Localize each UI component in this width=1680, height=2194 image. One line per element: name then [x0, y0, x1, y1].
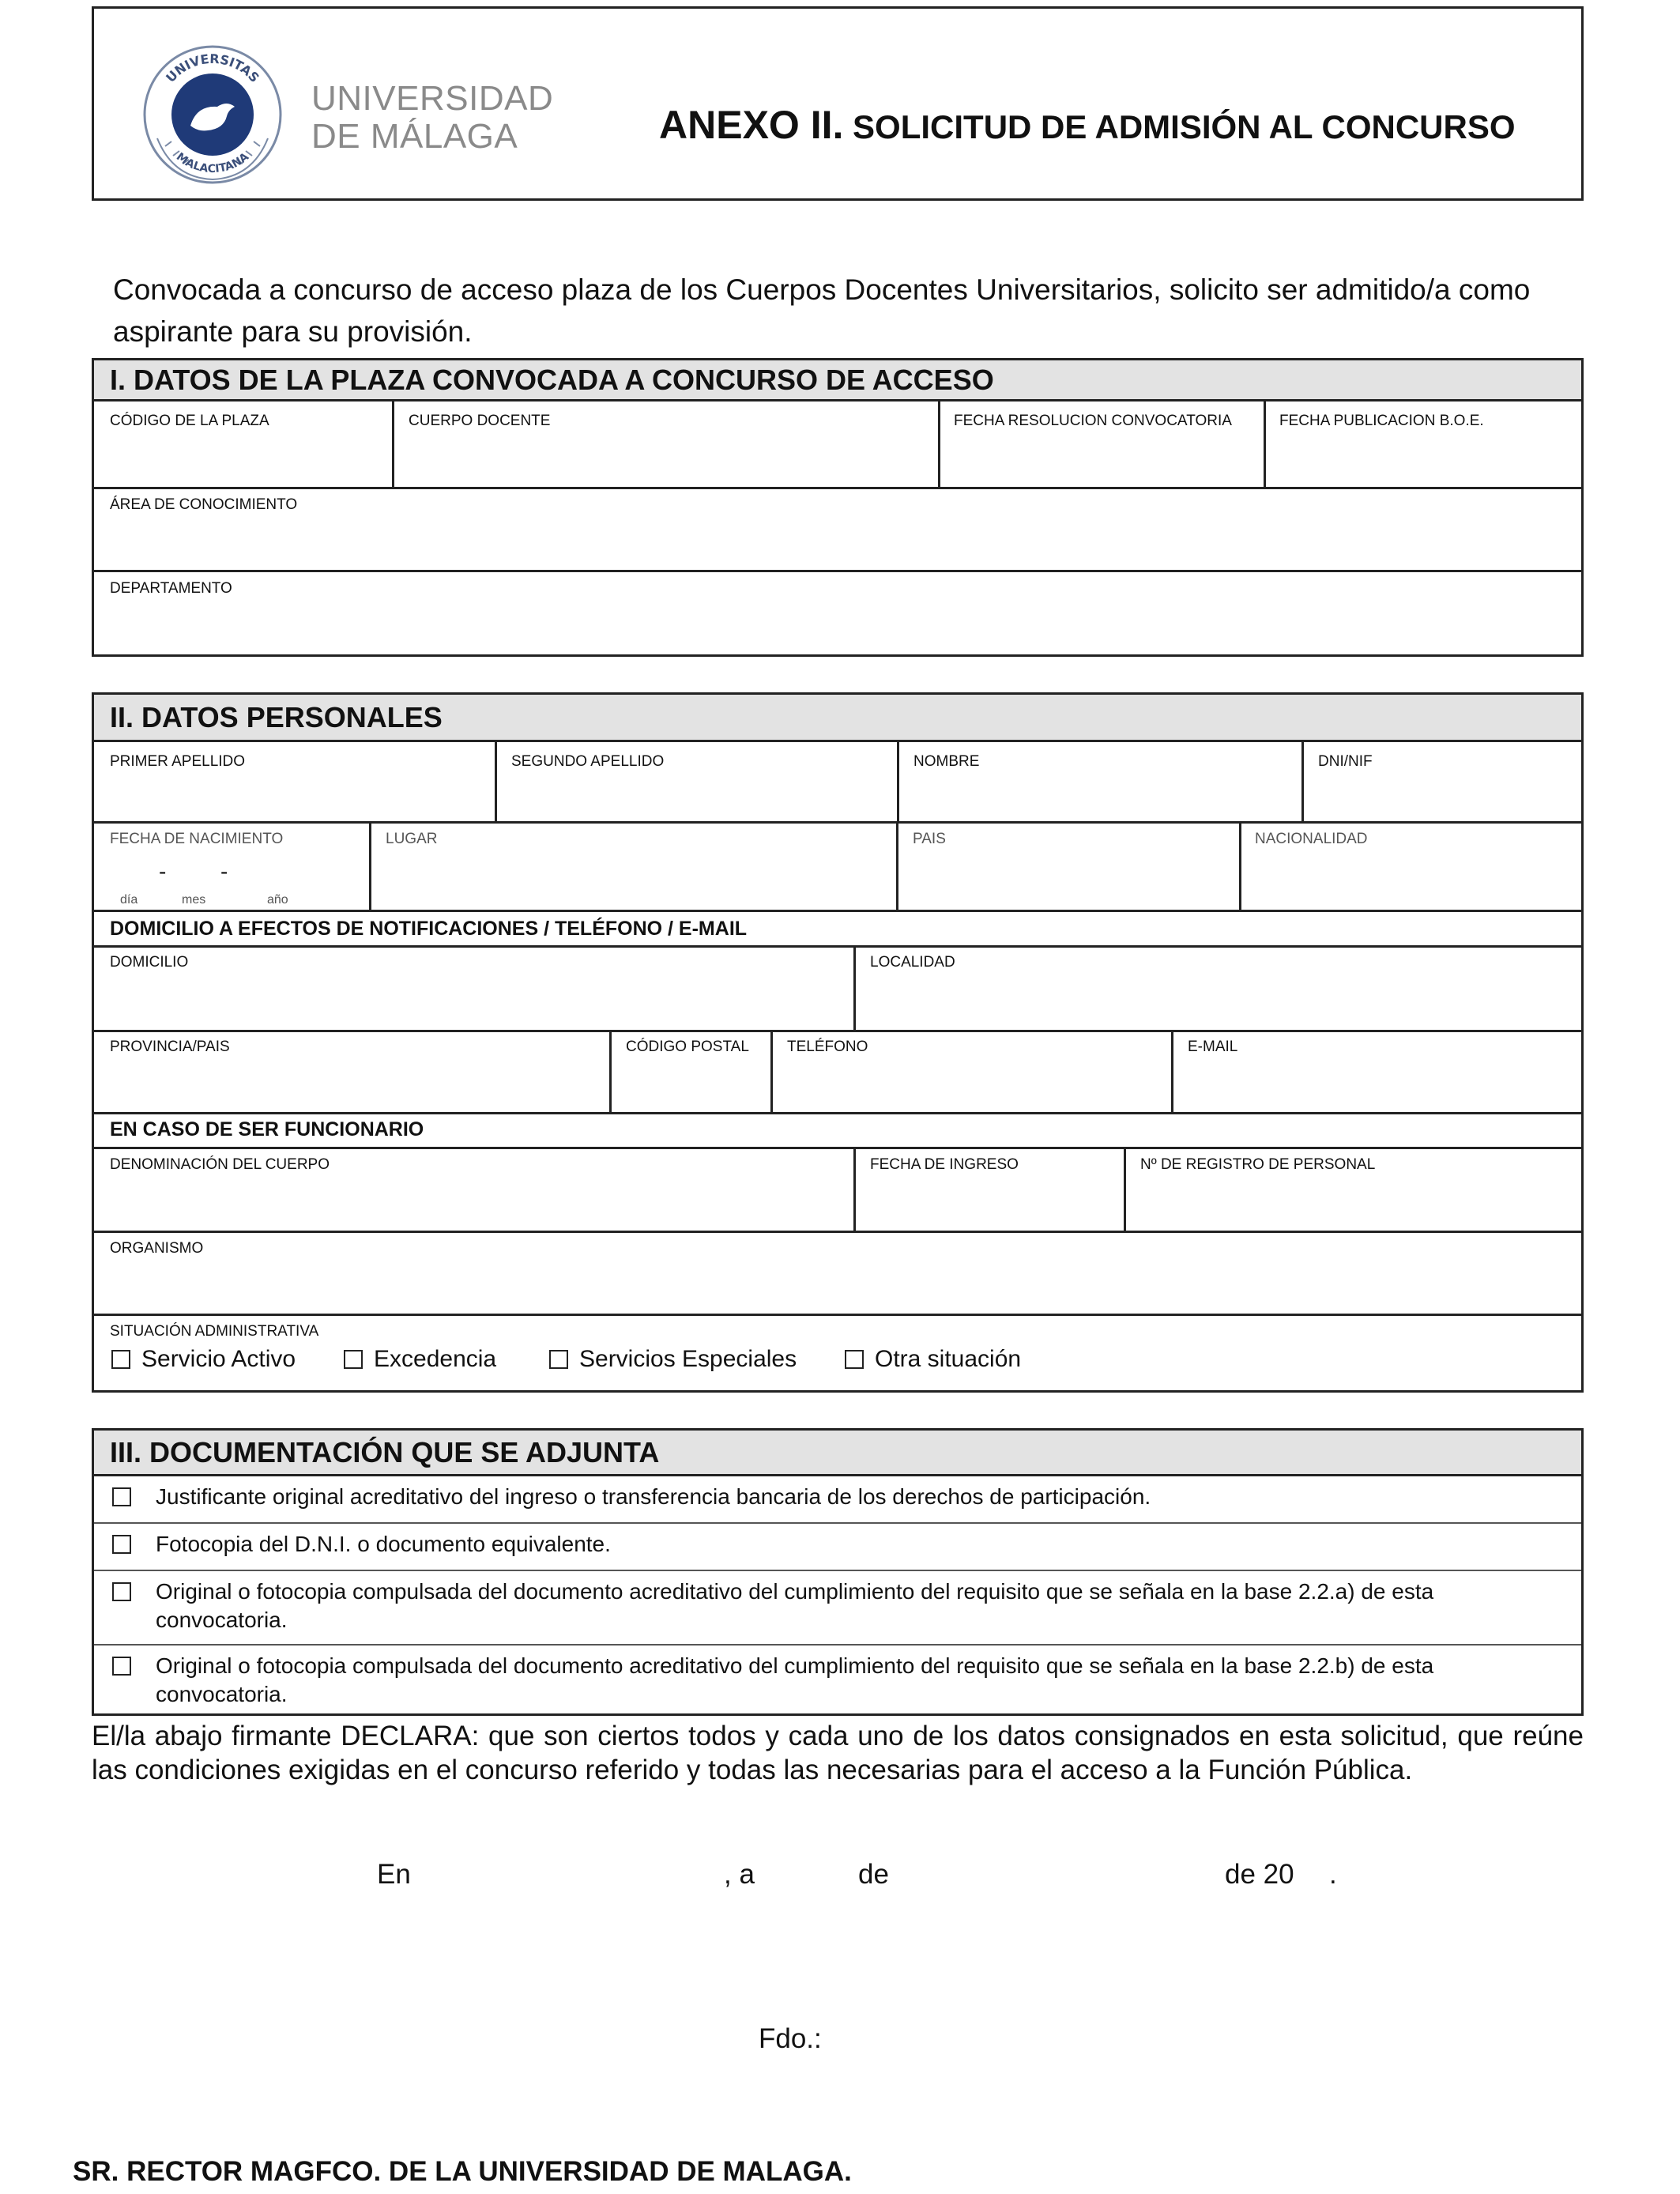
dia-label: día	[120, 893, 138, 907]
doc-item-2-text: Fotocopia del D.N.I. o documento equivalente.	[156, 1532, 611, 1556]
provincia-label: PROVINCIA/PAIS	[110, 1039, 230, 1055]
date-separator-2: -	[220, 859, 228, 884]
date-separator-1: -	[159, 859, 167, 884]
doc-item-1[interactable]	[94, 1476, 1581, 1522]
telefono-label: TELÉFONO	[787, 1039, 868, 1055]
checkbox-servicio-activo[interactable]	[111, 1350, 130, 1369]
funcionario-subheader: EN CASO DE SER FUNCIONARIO	[110, 1118, 424, 1140]
place-de20: de 20	[1225, 1859, 1294, 1890]
domicilio-label: DOMICILIO	[110, 954, 189, 971]
doc-item-3-text: Original o fotocopia compulsada del documento acreditativo del cumplimiento del requisito que se señala en la base 2.2.a) de esta convocatoria.	[156, 1579, 1434, 1632]
nombre-label: NOMBRE	[913, 753, 980, 770]
svg-text:UNIVERSITAS: UNIVERSITAS	[163, 51, 262, 86]
option-servicios-especiales-label: Servicios Especiales	[579, 1346, 797, 1372]
title-rest: SOLICITUD DE ADMISIÓN AL CONCURSO	[853, 108, 1516, 145]
svg-text:MALACITANA: MALACITANA	[174, 150, 251, 176]
university-name	[311, 80, 553, 156]
doc-item-2[interactable]	[94, 1524, 1581, 1570]
email-label: E-MAIL	[1188, 1039, 1238, 1055]
primer-apellido-label: PRIMER APELLIDO	[110, 753, 246, 770]
doc-item-4[interactable]	[94, 1646, 1581, 1717]
intro-text: Convocada a concurso de acceso plaza de los Cuerpos Docentes Universitarios, solicito ser admitido/a como aspirante para su provisión.	[113, 273, 1531, 348]
nacionalidad-label: NACIONALIDAD	[1255, 831, 1368, 847]
university-seal-icon	[141, 43, 284, 186]
checkbox-excedencia[interactable]	[344, 1350, 363, 1369]
section-documentacion-title: III. DOCUMENTACIÓN QUE SE ADJUNTA	[94, 1431, 1581, 1476]
document-header	[92, 6, 1584, 201]
codigo-postal-label: CÓDIGO POSTAL	[626, 1039, 749, 1055]
section-plaza	[92, 358, 1584, 657]
area-conocimiento-label: ÁREA DE CONOCIMIENTO	[110, 496, 298, 513]
localidad-label: LOCALIDAD	[870, 954, 955, 971]
option-servicio-activo[interactable]	[111, 1346, 296, 1373]
segundo-apellido-label: SEGUNDO APELLIDO	[511, 753, 665, 770]
section-documentacion	[92, 1428, 1584, 1716]
option-otra-situacion-label: Otra situación	[875, 1346, 1022, 1372]
title-prefix: ANEXO II.	[659, 103, 844, 147]
document-title	[659, 102, 1516, 148]
checkbox-otra-situacion[interactable]	[845, 1350, 864, 1369]
codigo-plaza-label: CÓDIGO DE LA PLAZA	[110, 413, 269, 429]
option-excedencia-label: Excedencia	[374, 1346, 497, 1372]
dni-label: DNI/NIF	[1318, 753, 1373, 770]
checkbox-servicios-especiales[interactable]	[549, 1350, 568, 1369]
university-name-line2: DE MÁLAGA	[311, 117, 518, 156]
registro-personal-label: Nº DE REGISTRO DE PERSONAL	[1140, 1156, 1376, 1173]
doc-item-4-text: Original o fotocopia compulsada del documento acreditativo del cumplimiento del requisito que se señala en la base 2.2.b) de esta convocatoria.	[156, 1653, 1434, 1706]
denominacion-cuerpo-label: DENOMINACIÓN DEL CUERPO	[110, 1156, 330, 1173]
option-servicio-activo-label: Servicio Activo	[141, 1346, 296, 1372]
section-plaza-title: I. DATOS DE LA PLAZA CONVOCADA A CONCURSO DE ACCESO	[94, 360, 1581, 401]
anio-label: año	[267, 893, 288, 907]
option-excedencia[interactable]	[344, 1346, 496, 1373]
place-en: En	[377, 1859, 411, 1890]
cuerpo-docente-label: CUERPO DOCENTE	[409, 413, 551, 429]
departamento-label: DEPARTAMENTO	[110, 580, 232, 597]
place-de: de	[858, 1859, 889, 1890]
checkbox-doc-4[interactable]	[112, 1657, 131, 1676]
pais-label: PAIS	[913, 831, 946, 847]
addressee: SR. RECTOR MAGFCO. DE LA UNIVERSIDAD DE MALAGA.	[73, 2156, 852, 2187]
domicilio-subheader: DOMICILIO A EFECTOS DE NOTIFICACIONES / TELÉFONO / E-MAIL	[110, 918, 748, 940]
place-date-line	[92, 1859, 1584, 1898]
fecha-nacimiento-label: FECHA DE NACIMIENTO	[110, 831, 284, 847]
organismo-label: ORGANISMO	[110, 1240, 204, 1257]
option-otra-situacion[interactable]	[845, 1346, 1021, 1373]
doc-item-1-text: Justificante original acreditativo del ingreso o transferencia bancaria de los derechos de participación.	[156, 1484, 1151, 1509]
lugar-label: LUGAR	[386, 831, 438, 847]
place-a: , a	[724, 1859, 755, 1890]
situacion-administrativa-label: SITUACIÓN ADMINISTRATIVA	[110, 1323, 319, 1340]
fecha-publicacion-label: FECHA PUBLICACION B.O.E.	[1279, 413, 1484, 429]
place-dot: .	[1329, 1859, 1337, 1890]
checkbox-doc-1[interactable]	[112, 1487, 131, 1506]
university-name-line1: UNIVERSIDAD	[311, 79, 554, 118]
doc-item-3[interactable]	[94, 1571, 1581, 1642]
signature-label: Fdo.:	[759, 2023, 822, 2054]
fecha-resolucion-label: FECHA RESOLUCION CONVOCATORIA	[954, 413, 1232, 429]
checkbox-doc-3[interactable]	[112, 1582, 131, 1601]
section-datos-personales	[92, 692, 1584, 1393]
option-servicios-especiales[interactable]	[549, 1346, 797, 1373]
section-datos-personales-title: II. DATOS PERSONALES	[94, 695, 1581, 742]
declaration-text: El/la abajo firmante DECLARA: que son ciertos todos y cada uno de los datos consignados en esta solicitud, que reúne las condiciones exigidas en el concurso referido y todas las necesarias para el acceso a la Función Pública.	[92, 1721, 1584, 1785]
fecha-ingreso-label: FECHA DE INGRESO	[870, 1156, 1019, 1173]
mes-label: mes	[182, 893, 206, 907]
checkbox-doc-2[interactable]	[112, 1535, 131, 1554]
